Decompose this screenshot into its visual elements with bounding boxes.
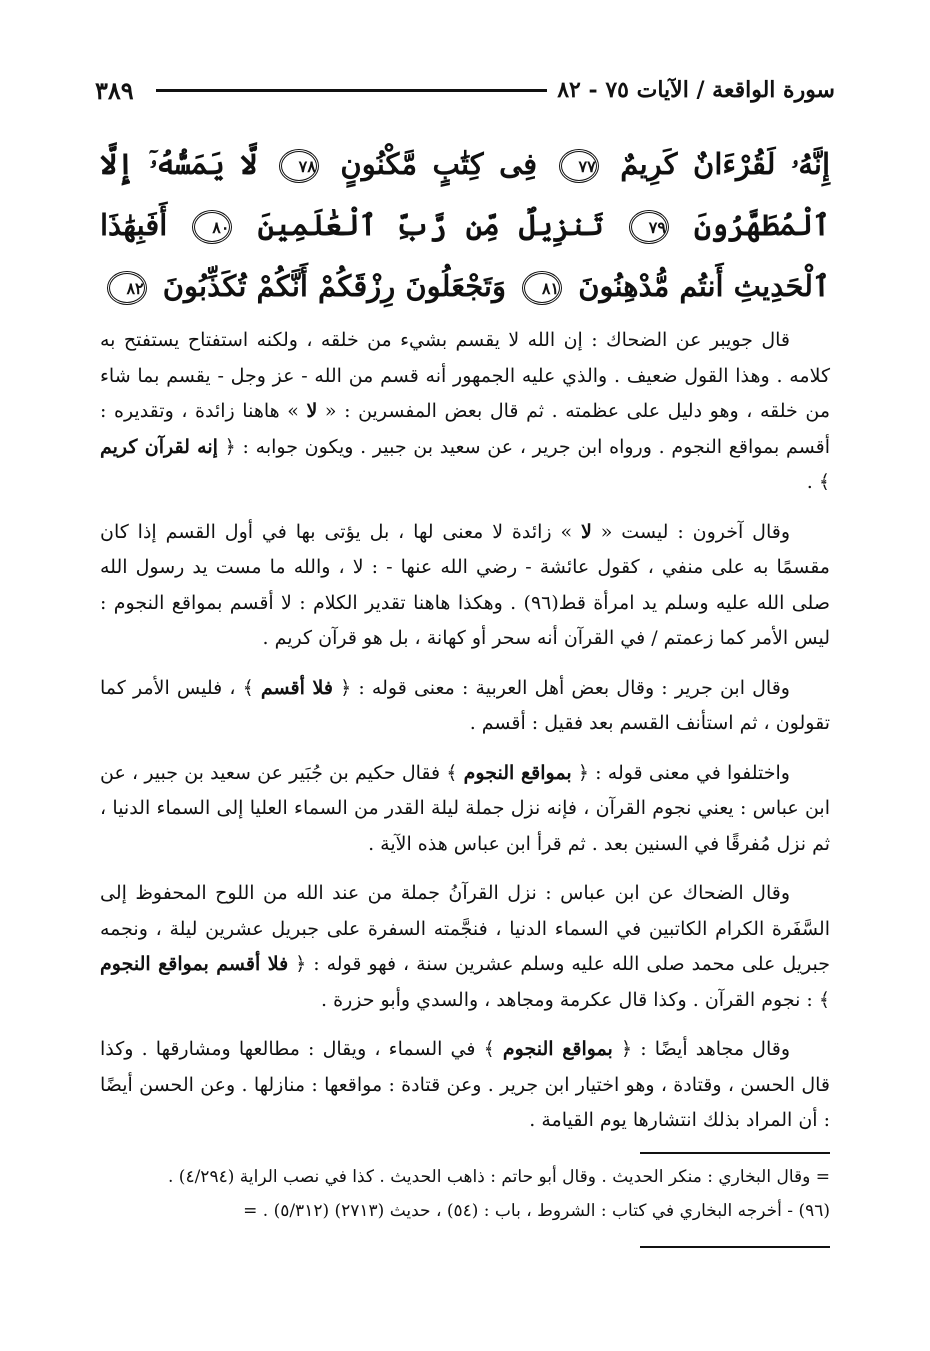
verse-text: فِى كِتَٰبٍ مَّكْنُونٍ	[340, 147, 538, 181]
ayah-number-marker: ٨٢	[107, 271, 147, 305]
page-header	[95, 70, 835, 110]
paragraph-text: قال جويبر عن الضحاك : إن الله لا يقسم بشيء من خلقه ، ولكنه استفتاح يستفتح به كلامه . وهذا القول ضعيف . والذي عليه الجمهور أنه قسم من الله - عز وجل - يقسم بما شاء من خلقه ، وهو دليل على عظمته . ثم قال بعض المفسرين : «	[100, 329, 831, 422]
verse-text: تَنزِيلٌ مِّن رَّبِّ ٱلْعَٰلَمِينَ	[257, 208, 604, 242]
verse-text: وَتَجْعَلُونَ رِزْقَكُمْ أَنَّكُمْ تُكَذِّبُونَ	[162, 269, 506, 303]
paragraph-text: ﴾ في السماء ، ويقال : مطالعها ومشارقها . وكذا قال الحسن ، وقتادة ، وهو اختيار ابن جرير . وعن قتادة : مواقعها : منازلها . وعن الحسن أيضًا : أن المراد بذلك انتشارها يوم القيامة .	[100, 1038, 830, 1131]
quoted-verse: بمواقع النجوم	[502, 1038, 613, 1060]
surah-title: سورة الواقعة / الآيات ٧٥ - ٨٢	[557, 77, 835, 103]
paragraph-text: ﴾ : نجوم القرآن . وكذا قال عكرمة ومجاهد ، والسدي وأبو حزرة .	[321, 988, 830, 1011]
verse-text: أَفَبِهَٰذَا ٱلْحَدِيثِ أَنتُم مُّدْهِنُونَ	[100, 208, 830, 303]
paragraph	[100, 323, 830, 501]
paragraph	[100, 876, 830, 1018]
paragraph-text: ﴾ ، فليس الأمر كما تقولون ، ثم استأنف القسم بعد فقيل : أقسم .	[100, 676, 830, 734]
paragraph	[100, 1032, 830, 1139]
footnote-divider	[640, 1152, 830, 1154]
paragraph-text: وقال الضحاك عن ابن عباس : نزل القرآنُ جملة من عند الله من اللوح المحفوظ إلى السَّفَرة الكرام الكاتبين في السماء الدنيا ، فنجَّمته السفرة على جبريل عشرين ليلة ، ونجمه جبريل على محمد صلى الله عليه وسلم عشرين سنة ، فهو قوله : ﴿	[100, 882, 830, 975]
paragraph	[100, 671, 830, 742]
paragraph-text: ﴾ فقال حكيم بن جُبَير عن سعيد بن جبير ، عن ابن عباس : يعني نجوم القرآن ، فإنه نزل جملة ليلة القدر من السماء العليا إلى السماء الدنيا ، ثم نزل مُفرقًا في السنين بعد . ثم قرأ ابن عباس هذه الآية .	[100, 761, 831, 855]
paragraph	[100, 515, 830, 657]
paragraph-text: واختلفوا في معنى قوله : ﴿	[577, 761, 790, 784]
ayah-number-marker: ٧٨	[279, 149, 319, 183]
bottom-divider	[640, 1246, 830, 1248]
paragraph-text: » زائدة لا معنى لها ، بل يؤتى بها في أول القسم إذا كان مقسمًا به على منفي ، كقول عائشة - رضي الله عنها - : لا ، والله ما مست يد رسول الله صلى الله عليه وسلم يد امرأة قط(٩٦) . وهكذا هاهنا تقدير الكلام : لا أقسم بمواقع النجوم : ليس الأمر كما زعمتم / في القرآن أنه سحر أو كهانة ، بل هو قرآن كريم .	[100, 520, 830, 649]
verse-text: لَّا يَمَسُّهُۥٓ إِلَّا ٱلْمُطَهَّرُونَ	[100, 147, 830, 242]
quoted-verse: فلا أقسم بمواقع النجوم	[100, 953, 289, 975]
quran-verses	[100, 134, 830, 317]
footnotes	[100, 1160, 830, 1228]
commentary-body	[100, 323, 830, 1153]
ayah-number-marker: ٨١	[522, 271, 562, 305]
bold-term: لا	[306, 400, 318, 422]
paragraph	[100, 756, 830, 863]
paragraph-text: ﴾ .	[806, 471, 830, 493]
page-number: ٣٨٩	[95, 75, 134, 105]
paragraph-text: وقال مجاهد أيضًا : ﴿	[620, 1038, 790, 1060]
footnote: = وقال البخاري : منكر الحديث . وقال أبو حاتم : ذاهب الحديث . كذا في نصب الراية (٤/٢٩٤) .	[168, 1167, 830, 1187]
ayah-number-marker: ٧٩	[629, 210, 669, 244]
quoted-verse: فلا أقسم	[260, 676, 333, 699]
ayah-number-marker: ٨٠	[192, 210, 232, 244]
quoted-verse: إنه لقرآن كريم	[100, 435, 218, 458]
header-rule	[156, 89, 548, 92]
ayah-number-marker: ٧٧	[559, 149, 599, 183]
quoted-verse: بمواقع النجوم	[463, 761, 572, 784]
bold-term: لا	[581, 520, 592, 543]
paragraph-text: » هاهنا زائدة ، وتقديره : أقسم بمواقع النجوم . ورواه ابن جرير ، عن سعيد بن جبير . ويكون جوابه : ﴿	[100, 400, 831, 458]
footnote: (٩٦) - أخرجه البخاري في كتاب : الشروط ، باب : (٥٤) ، حديث (٢٧١٣) (٥/٣١٢) . =	[243, 1201, 830, 1221]
paragraph-text: وقال ابن جرير : وقال بعض أهل العربية : معنى قوله : ﴿	[340, 676, 790, 699]
verse-text: إِنَّهُۥ لَقُرْءَانٌ كَرِيمٌ	[620, 147, 830, 181]
paragraph-text: وقال آخرون : ليست «	[600, 520, 790, 543]
